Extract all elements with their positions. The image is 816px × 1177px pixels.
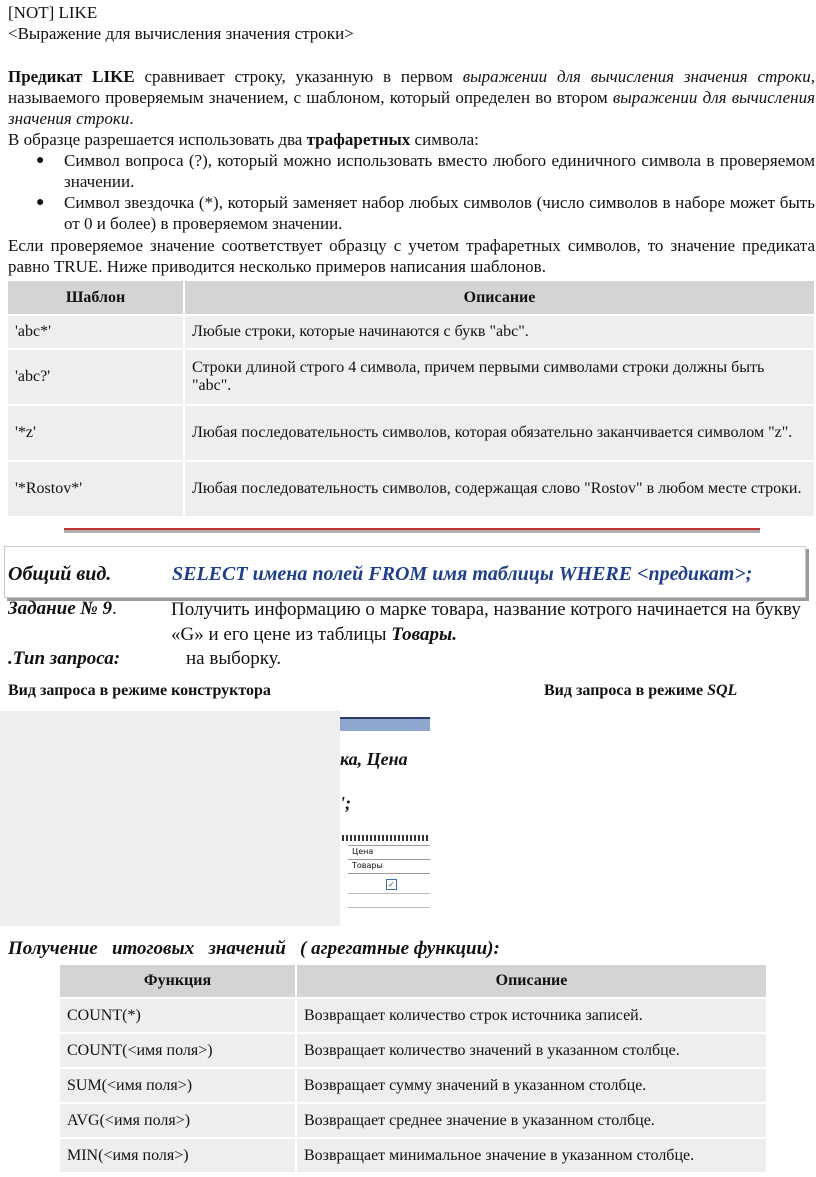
window-titlebar: [338, 719, 430, 731]
grid-line: [348, 907, 430, 908]
sql-label-text: Вид запроса в режиме: [544, 682, 708, 699]
syntax-line-2: <Выражение для вычисления значения строки>: [8, 24, 354, 43]
description-cell: Возвращает количество строк источника записей.: [297, 999, 766, 1032]
function-cell: COUNT(*): [60, 999, 295, 1032]
keyword-where: WHERE: [558, 563, 633, 585]
table-header-row: [8, 281, 814, 314]
keyword-from: FROM: [368, 563, 428, 585]
task-number: Задание № 9: [8, 598, 113, 619]
description-cell: Возвращает среднее значение в указанном столбце.: [297, 1104, 766, 1137]
bullet-text: Символ звездочка (*), который заменяет набор любых символов (число символов в наборе может быть от 0 и более) в проверяемом значении.: [64, 193, 815, 233]
general-form-line: [8, 562, 111, 586]
designer-table-cell: Товары: [352, 861, 383, 870]
sql-text-fragment: ';: [340, 793, 351, 813]
query-type-label: .Тип запроса:: [8, 648, 121, 669]
task-label: [8, 597, 117, 621]
query-type-value: на выборку.: [186, 648, 282, 669]
sql-view-image: [338, 717, 430, 928]
description-cell: Возвращает количество значений в указанном столбце.: [297, 1034, 766, 1067]
table-row: [60, 999, 766, 1032]
function-cell: SUM(<имя поля>): [60, 1069, 295, 1102]
column-header: Описание: [297, 965, 766, 997]
intro-paragraph-1: [8, 66, 815, 129]
table-row: [60, 1034, 766, 1067]
intro-text: символа:: [410, 130, 479, 149]
bullet-icon: ●: [36, 153, 45, 168]
task-dot: .: [112, 598, 117, 619]
column-header: Шаблон: [8, 281, 183, 314]
syntax-line-1: [NOT] LIKE: [8, 3, 98, 22]
table-name-tovary: Товары.: [391, 624, 457, 645]
syntax-header: [8, 2, 354, 44]
constructor-view-placeholder: [0, 711, 340, 926]
description-cell: Строки длиной строго 4 символа, причем первыми символами строки должны быть "abc".: [185, 350, 814, 404]
table-header-row: [60, 965, 766, 997]
aggregates-heading: Получение итоговых значений ( агрегатные функции):: [8, 938, 500, 959]
intro-text: .: [129, 109, 134, 128]
intro-text: В образце разрешается использовать два: [8, 130, 307, 149]
grid-line: [348, 859, 430, 860]
bullet-text: Символ вопроса (?), который можно использовать вместо любого единичного символа в проверяемом значении.: [64, 151, 815, 191]
intro-paragraph-2: [8, 129, 815, 150]
grid-line: [348, 873, 430, 874]
general-form-label: Общий вид.: [8, 563, 112, 585]
pattern-cell: '*z': [8, 406, 183, 460]
table-row: [8, 462, 814, 516]
predicate-placeholder: <предикат>;: [637, 563, 753, 585]
column-header: Функция: [60, 965, 295, 997]
sql-label-italic: SQL: [707, 682, 738, 699]
intro-text: , называемого проверяемым значением, с шаблоном, который определен во втором: [8, 67, 816, 107]
intro-paragraph-3: Если проверяемое значение соответствует образцу с учетом трафаретных символов, то значение предиката равно TRUE. Ниже приводится несколько примеров написания шаблонов.: [8, 236, 815, 276]
list-item: [36, 192, 815, 234]
list-item: [36, 150, 815, 192]
pattern-cell: '*Rostov*': [8, 462, 183, 516]
table-row: [60, 1139, 766, 1172]
description-cell: Любая последовательность символов, которая обязательно заканчивается символом "z".: [185, 406, 814, 460]
table-row: [8, 350, 814, 404]
keyword-select: SELECT: [172, 563, 248, 585]
function-cell: COUNT(<имя поля>): [60, 1034, 295, 1067]
task-description: Получить информацию о марке товара, название котрого начинается на букву «G» и его цене из таблицы: [171, 599, 801, 645]
show-checkbox-icon: ✓: [386, 879, 397, 890]
wildcard-bullet-list: [36, 150, 815, 234]
description-cell: Возвращает минимальное значение в указанном столбце.: [297, 1139, 766, 1172]
intro-italic: выражении для вычисления значения строки: [462, 67, 811, 86]
table-row: [8, 316, 814, 348]
section-divider: [64, 528, 760, 533]
wildcard-term: трафаретных: [306, 130, 411, 149]
description-cell: Любая последовательность символов, содержащая слово "Rostov" в любом месте строки.: [185, 462, 814, 516]
table-row: [8, 406, 814, 460]
sql-text-fragment: ка, Цена: [340, 749, 408, 769]
table-row: [60, 1104, 766, 1137]
description-cell: Возвращает сумму значений в указанном столбце.: [297, 1069, 766, 1102]
sql-view-label: [544, 682, 737, 700]
designer-field-cell: Цена: [352, 847, 374, 856]
query-screenshot-fragment: [0, 711, 430, 926]
grid-line: [348, 845, 430, 846]
pattern-cell: 'abc*': [8, 316, 183, 348]
bullet-icon: ●: [36, 195, 45, 210]
patterns-table: [6, 279, 816, 518]
general-form-syntax: [172, 562, 752, 586]
aggregates-table: [58, 963, 768, 1174]
intro-text: сравнивает строку, указанную в первом: [134, 67, 463, 86]
column-header: Описание: [185, 281, 814, 314]
description-cell: Любые строки, которые начинаются с букв "abc".: [185, 316, 814, 348]
fields-placeholder: имена полей: [252, 563, 364, 585]
intro-italic: выражении для вычисления значения строки: [8, 88, 816, 128]
constructor-view-label: Вид запроса в режиме конструктора: [8, 682, 271, 699]
function-cell: AVG(<имя поля>): [60, 1104, 295, 1137]
task-text: [171, 597, 811, 647]
table-placeholder: имя таблицы: [432, 563, 554, 585]
pattern-cell: 'abc?': [8, 350, 183, 404]
grid-line: [348, 893, 430, 894]
predicate-like-term: Предикат LIKE: [8, 67, 135, 86]
table-row: [60, 1069, 766, 1102]
function-cell: MIN(<имя поля>): [60, 1139, 295, 1172]
grid-ruler: [338, 835, 430, 841]
